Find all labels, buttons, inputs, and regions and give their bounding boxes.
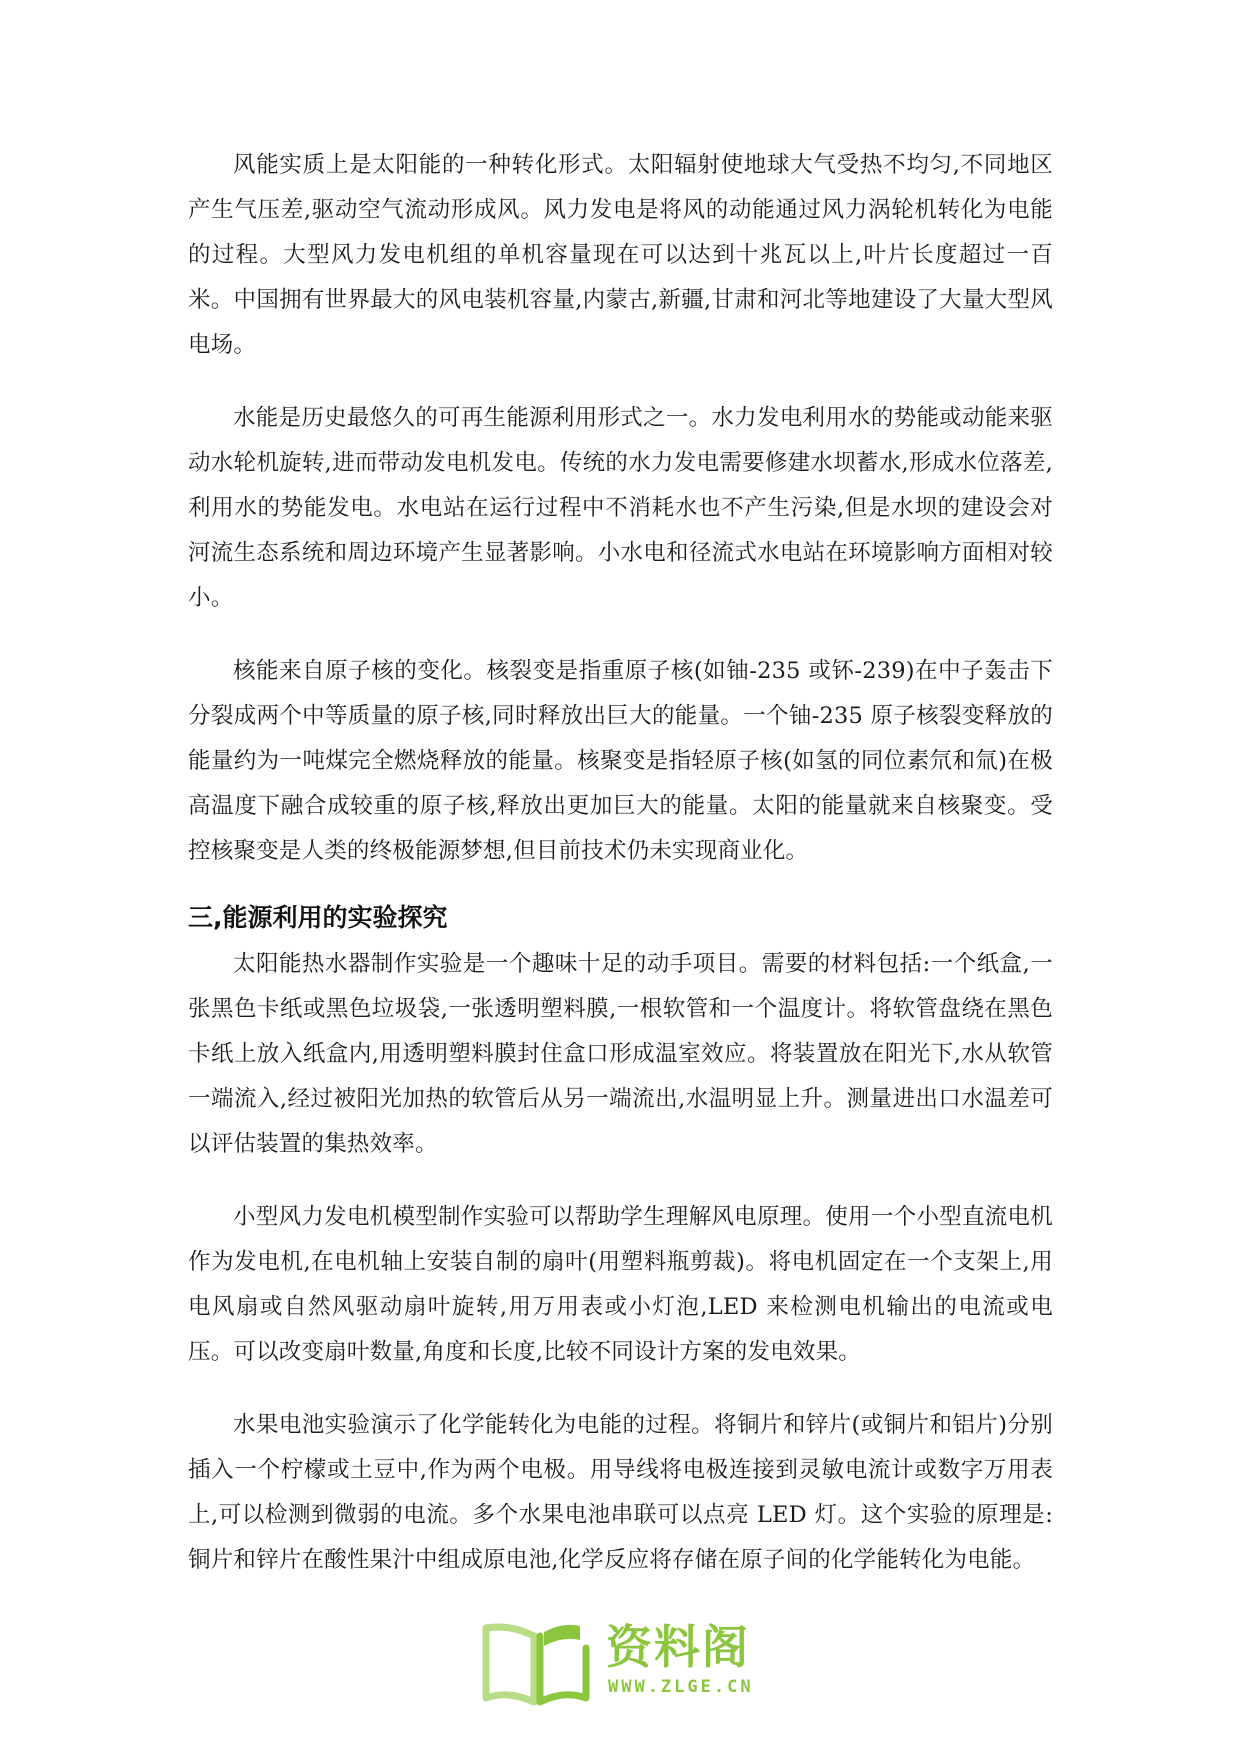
open-book-icon <box>478 1618 598 1708</box>
paragraph-fruit-battery-experiment: 水果电池实验演示了化学能转化为电能的过程。将铜片和锌片(或铜片和铝片)分别插入一个柠檬或土豆中,作为两个电极。用导线将电极连接到灵敏电流计或数字万用表上,可以检测到微弱的电流。多个水果电池串联可以点亮 LED 灯。这个实验的原理是:铜片和锌片在酸性果汁中组成原电池,化学反应将存储在原子间的化学能转化为电能。 <box>188 1412 1053 1573</box>
logo-title: 资料阁 <box>606 1620 750 1674</box>
section-heading: 三,能源利用的实验探究 <box>188 903 448 932</box>
document-page <box>188 143 1053 1611</box>
paragraph-hydro-energy: 水能是历史最悠久的可再生能源利用形式之一。水力发电利用水的势能或动能来驱动水轮机旋转,进而带动发电机发电。传统的水力发电需要修建水坝蓄水,形成水位落差,利用水的势能发电。水电站在运行过程中不消耗水也不产生污染,但是水坝的建设会对河流生态系统和周边环境产生显著影响。小水电和径流式水电站在环境影响方面相对较小。 <box>188 405 1053 611</box>
paragraph-wind-generator-experiment: 小型风力发电机模型制作实验可以帮助学生理解风电原理。使用一个小型直流电机作为发电机,在电机轴上安装自制的扇叶(用塑料瓶剪裁)。将电机固定在一个支架上,用电风扇或自然风驱动扇叶旋转,用万用表或小灯泡,LED 来检测电机输出的电流或电压。可以改变扇叶数量,角度和长度,比较不同设计方案的发电效果。 <box>188 1204 1053 1365</box>
paragraph-wind-energy: 风能实质上是太阳能的一种转化形式。太阳辐射使地球大气受热不均匀,不同地区产生气压差,驱动空气流动形成风。风力发电是将风的动能通过风力涡轮机转化为电能的过程。大型风力发电机组的单机容量现在可以达到十兆瓦以上,叶片长度超过一百米。中国拥有世界最大的风电装机容量,内蒙古,新疆,甘肃和河北等地建设了大量大型风电场。 <box>188 152 1053 358</box>
logo-url: WWW.ZLGE.CN <box>608 1677 754 1697</box>
paragraph-solar-heater-experiment: 太阳能热水器制作实验是一个趣味十足的动手项目。需要的材料包括:一个纸盒,一张黑色卡纸或黑色垃圾袋,一张透明塑料膜,一根软管和一个温度计。将软管盘绕在黑色卡纸上放入纸盒内,用透明塑料膜封住盒口形成温室效应。将装置放在阳光下,水从软管一端流入,经过被阳光加热的软管后从另一端流出,水温明显上升。测量进出口水温差可以评估装置的集热效率。 <box>188 951 1053 1157</box>
footer-logo <box>478 1618 778 1708</box>
paragraph-nuclear-energy: 核能来自原子核的变化。核裂变是指重原子核(如铀-235 或钚-239)在中子轰击下分裂成两个中等质量的原子核,同时释放出巨大的能量。一个铀-235 原子核裂变释放的能量约为一吨煤完全燃烧释放的能量。核聚变是指轻原子核(如氢的同位素氘和氚)在极高温度下融合成较重的原子核,释放出更加巨大的能量。太阳的能量就来自核聚变。受控核聚变是人类的终极能源梦想,但目前技术仍未实现商业化。 <box>188 658 1053 864</box>
